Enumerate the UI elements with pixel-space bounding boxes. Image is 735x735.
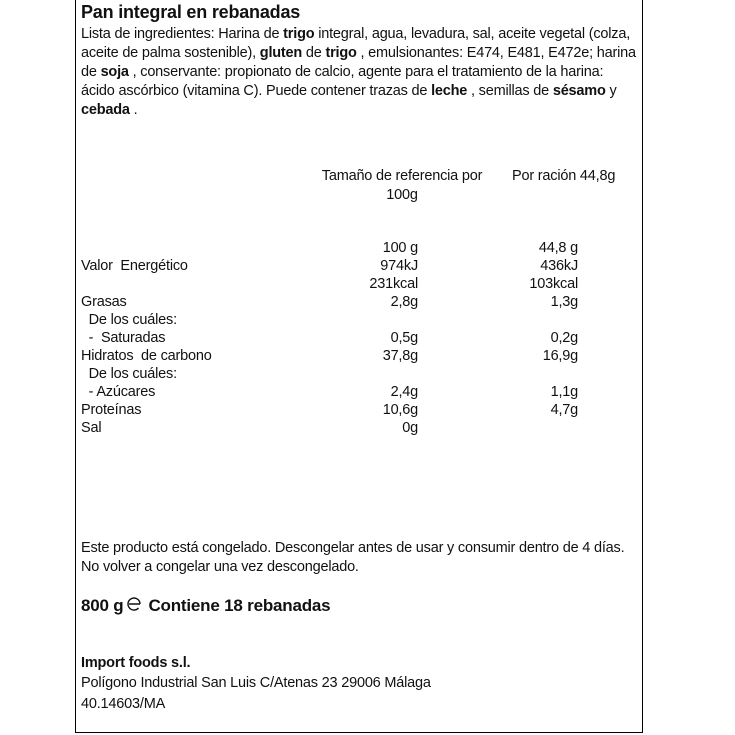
- company-address: Polígono Industrial San Luis C/Atenas 23 29006 Málaga: [81, 675, 431, 691]
- registry-number: 40.14603/MA: [81, 696, 166, 712]
- nutrient-label: Grasas: [81, 294, 127, 310]
- value-per-serving: 436kJ: [540, 258, 578, 274]
- allergen: leche: [431, 83, 468, 99]
- col-header-per-100g: Tamaño de referencia por 100g: [321, 168, 483, 203]
- slices-count: Contiene 18 rebanadas: [148, 596, 331, 615]
- value-per-100g: 2,8g: [390, 294, 418, 310]
- value-per-serving: 1,3g: [550, 294, 578, 310]
- product-title: Pan integral en rebanadas: [81, 2, 301, 22]
- company-name: Import foods s.l.: [81, 655, 191, 671]
- product-label: [75, 0, 643, 733]
- value-per-serving: 1,1g: [550, 384, 578, 400]
- value-per-serving: 0,2g: [550, 330, 578, 346]
- nutrient-label: Valor Energético: [81, 258, 188, 274]
- nutrient-label: De los cuáles:: [81, 312, 177, 328]
- ingredient-text: , semillas de: [467, 83, 553, 99]
- ingredient-text: , emulsionantes: E474, E481, E472e; harina de: [81, 45, 636, 80]
- ingredient-text: Lista de ingredientes: Harina de: [81, 26, 284, 42]
- allergen: gluten: [259, 45, 303, 61]
- storage-note: Este producto está congelado. Descongelar antes de usar y consumir dentro de 4 días. No volver a congelar una vez descongelado.: [81, 540, 625, 575]
- ingredient-text: .: [129, 102, 138, 118]
- ingredient-text: de: [302, 45, 326, 61]
- value-per-serving: 4,7g: [550, 402, 578, 418]
- value-per-100g: 231kcal: [369, 276, 418, 292]
- net-weight: 800 g: [81, 596, 124, 615]
- ingredient-text: , conservante: propionato de calcio, agente para el tratamiento de la harina: ácido ascórbico (vitamina C). Puede contener trazas de: [81, 64, 604, 99]
- nutrient-label: - Saturadas: [81, 330, 166, 346]
- ingredient-text: integral, agua, levadura, sal, aceite vegetal (colza, aceite de palma sostenible),: [81, 26, 631, 61]
- nutrient-label: De los cuáles:: [81, 366, 177, 382]
- net-weight-line: [81, 596, 330, 616]
- col-header-per-serving: Por ración 44,8g: [512, 168, 616, 184]
- value-per-100g: 0,5g: [390, 330, 418, 346]
- allergen: soja: [100, 64, 129, 80]
- nutrient-label: Hidratos de carbono: [81, 348, 212, 364]
- value-per-serving: 103kcal: [529, 276, 578, 292]
- allergen: trigo: [283, 26, 315, 42]
- value-per-100g: 100 g: [382, 240, 418, 256]
- value-per-100g: 10,6g: [382, 402, 418, 418]
- value-per-100g: 2,4g: [390, 384, 418, 400]
- value-per-serving: 44,8 g: [538, 240, 578, 256]
- allergen: sésamo: [552, 83, 606, 99]
- value-per-100g: 0g: [402, 420, 418, 436]
- nutrient-label: - Azúcares: [81, 384, 156, 400]
- value-per-100g: 974kJ: [380, 258, 418, 274]
- allergen: trigo: [325, 45, 357, 61]
- nutrient-label: Proteínas: [81, 402, 142, 418]
- allergen: cebada: [81, 102, 130, 118]
- value-per-serving: 16,9g: [542, 348, 578, 364]
- ingredients-list: [81, 25, 637, 120]
- value-per-100g: 37,8g: [382, 348, 418, 364]
- e-mark-icon: [126, 596, 142, 616]
- nutrient-label: Sal: [81, 420, 102, 436]
- ingredient-text: y: [605, 83, 617, 99]
